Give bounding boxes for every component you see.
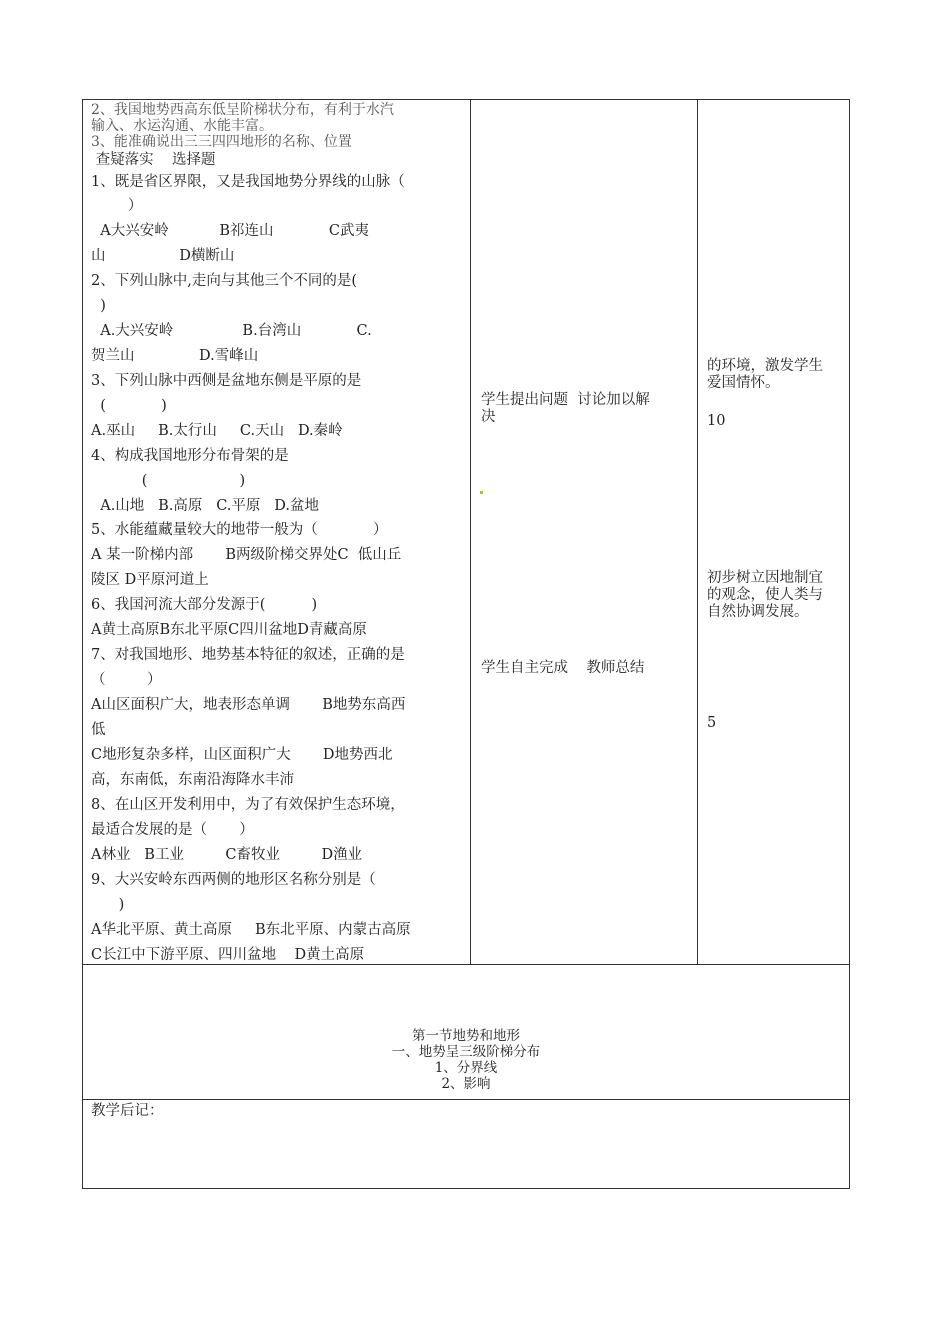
question-line: ） <box>91 198 143 214</box>
question-line: 1、既是省区界限，又是我国地势分界线的山脉（ <box>91 174 405 190</box>
row-divider-2 <box>83 1099 849 1100</box>
question-line: 山 D横断山 <box>91 248 235 264</box>
question-line: ) <box>91 897 125 913</box>
goal-2-line-3: 自然协调发展。 <box>707 604 809 620</box>
question-line: 低 <box>91 722 106 738</box>
intro-line-2: 输入、水运沟通、水能丰富。 <box>91 118 273 134</box>
board-title: 第一节地势和地形 <box>412 1028 520 1044</box>
reflection-label: 教学后记： <box>91 1103 164 1119</box>
question-line: A 某一阶梯内部 B两级阶梯交界处C 低山丘 <box>91 547 402 563</box>
question-line: 陵区 D平原河道上 <box>91 572 209 588</box>
question-line: 9、大兴安岭东西两侧的地形区名称分别是（ <box>91 872 376 888</box>
question-line: C地形复杂多样，山区面积广大 D地势西北 <box>91 747 393 763</box>
lesson-plan-table <box>82 99 850 1189</box>
activity-1-line-2: 决 <box>481 409 496 425</box>
question-line: ) <box>91 298 106 314</box>
question-line: A华北平原、黄土高原 B东北平原、内蒙古高原 <box>91 922 411 938</box>
intro-line-3: 3、能准确说出三三四四地形的名称、位置 <box>91 134 352 150</box>
question-line: 3、下列山脉中西侧是盆地东侧是平原的是 <box>91 373 362 389</box>
goal-1-line-1: 的环境，激发学生 <box>707 358 823 374</box>
question-line: ( ) <box>91 473 246 489</box>
question-line: A.巫山 B.太行山 C.天山 D.秦岭 <box>91 423 343 439</box>
goal-2-line-2: 的观念，使人类与 <box>707 587 823 603</box>
question-line: ( ) <box>91 398 167 414</box>
time-1: 10 <box>707 413 726 429</box>
question-line: 高，东南低，东南沿海降水丰沛 <box>91 772 294 788</box>
intro-line-1: 2、我国地势西高东低呈阶梯状分布，有利于水汽 <box>91 102 394 118</box>
board-line: 2、影响 <box>441 1076 491 1092</box>
activity-2: 学生自主完成 教师总结 <box>481 660 645 676</box>
question-line: （ ） <box>91 672 162 688</box>
time-2: 5 <box>707 715 717 731</box>
goal-2-line-1: 初步树立因地制宜 <box>707 570 823 586</box>
question-line: A.大兴安岭 B.台湾山 C. <box>91 323 372 339</box>
board-line: 1、分界线 <box>434 1060 498 1076</box>
question-line: 6、我国河流大部分发源于( ) <box>91 597 318 613</box>
question-line: 8、在山区开发利用中，为了有效保护生态环境， <box>91 797 405 813</box>
column-divider-2 <box>697 100 698 964</box>
activity-1-line-1: 学生提出问题 讨论加以解 <box>481 392 650 408</box>
row-divider-1 <box>83 964 849 965</box>
green-mark <box>480 491 483 494</box>
question-line: A大兴安岭 B祁连山 C武夷 <box>91 223 369 239</box>
question-line: C长江中下游平原、四川盆地 D黄土高原 <box>91 947 365 963</box>
question-line: 贺兰山 D.雪峰山 <box>91 348 259 364</box>
question-line: A林业 B工业 C畜牧业 D渔业 <box>91 847 363 863</box>
section-heading: 查疑落实 选择题 <box>91 152 216 168</box>
question-line: 2、下列山脉中,走向与其他三个不同的是( <box>91 273 357 289</box>
goal-1-line-2: 爱国情怀。 <box>707 375 780 391</box>
question-line: 4、构成我国地形分布骨架的是 <box>91 448 289 464</box>
question-line: A.山地 B.高原 C.平原 D.盆地 <box>91 498 319 514</box>
board-line: 一、地势呈三级阶梯分布 <box>391 1044 541 1060</box>
question-line: 最适合发展的是（ ） <box>91 822 254 838</box>
question-line: A山区面积广大，地表形态单调 B地势东高西 <box>91 697 406 713</box>
question-line: A黄土高原B东北平原C四川盆地D青藏高原 <box>91 622 367 638</box>
column-divider-1 <box>470 100 471 964</box>
question-line: 5、水能蕴藏量较大的地带一般为（ ） <box>91 522 388 538</box>
question-line: 7、对我国地形、地势基本特征的叙述，正确的是 <box>91 647 405 663</box>
